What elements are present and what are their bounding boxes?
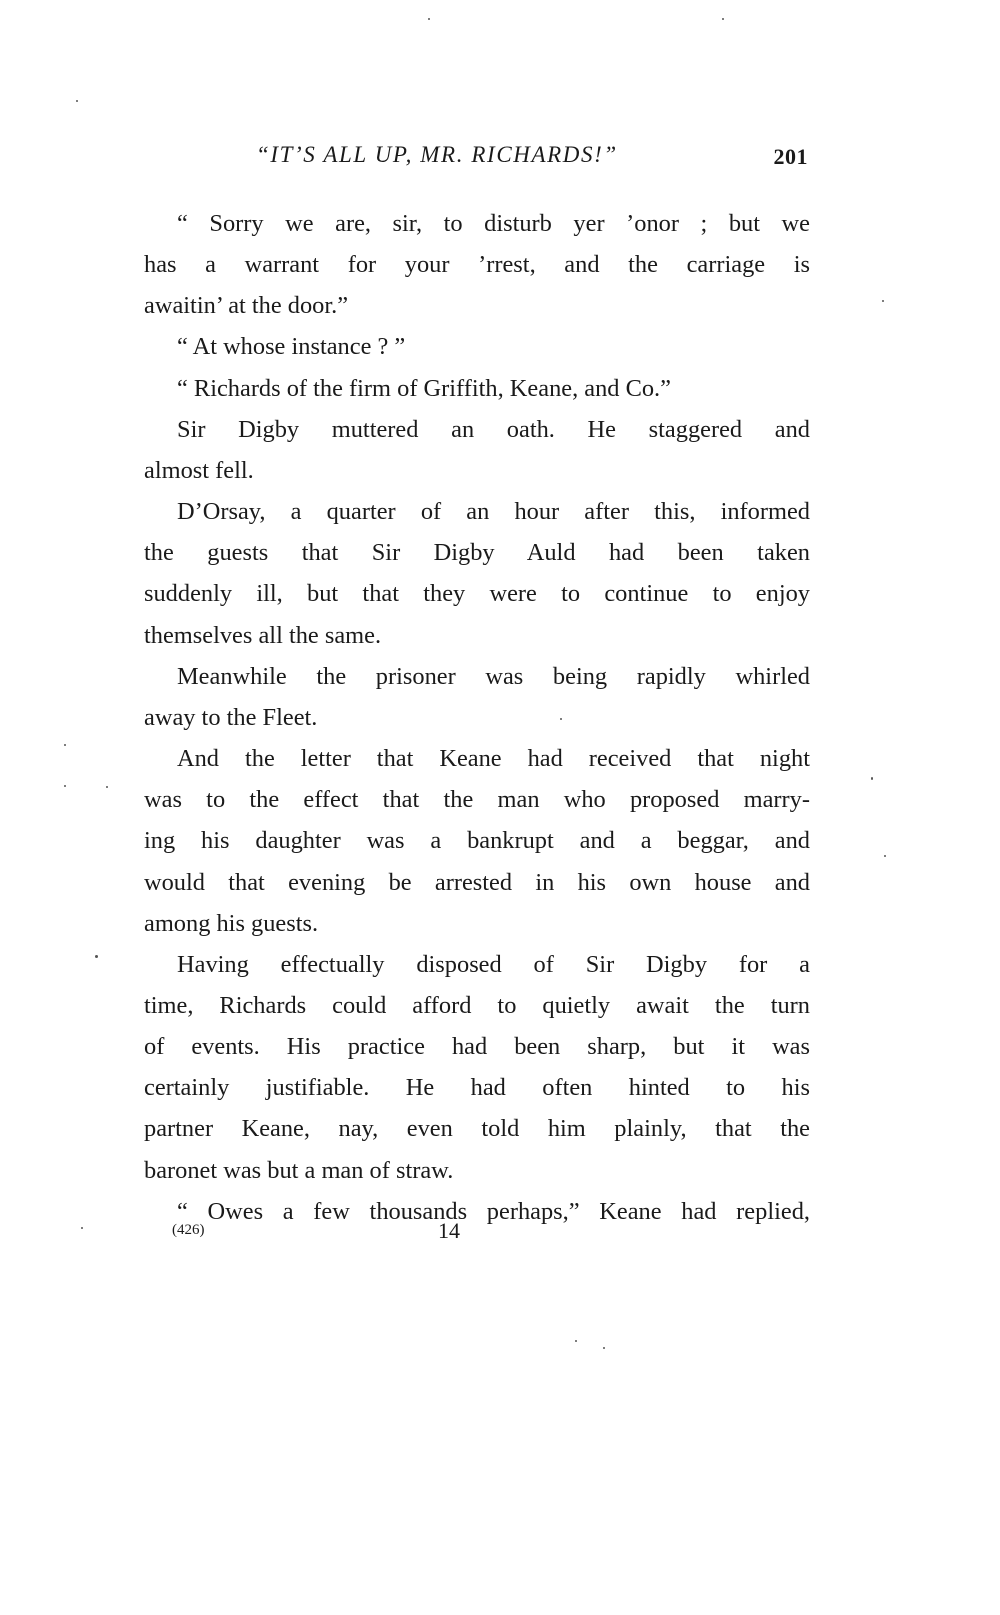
scan-speck bbox=[81, 1227, 83, 1229]
text-line: awaitin’ at the door.” bbox=[144, 292, 349, 320]
paragraph bbox=[144, 203, 810, 326]
text-line: time, Richards could afford to quietly await the turn bbox=[144, 991, 810, 1019]
scan-speck bbox=[560, 718, 562, 720]
paragraph bbox=[144, 368, 810, 409]
paragraph bbox=[144, 738, 810, 944]
scan-speck bbox=[575, 1340, 577, 1342]
scan-speck bbox=[95, 955, 98, 958]
scan-speck bbox=[64, 744, 66, 746]
text-line: And the letter that Keane had received that night bbox=[177, 745, 810, 773]
running-title: “IT’S ALL UP, MR. RICHARDS!” bbox=[256, 142, 618, 167]
scan-speck bbox=[428, 18, 430, 20]
text-line: “ Sorry we are, sir, to disturb yer ’onor ; but we bbox=[177, 210, 810, 237]
text-line: “ Owes a few thousands perhaps,” Keane had replied, bbox=[177, 1197, 810, 1225]
text-line: “ Richards of the firm of Griffith, Keane, and Co.” bbox=[177, 374, 671, 402]
text-line: “ At whose instance ? ” bbox=[177, 333, 406, 361]
scan-speck bbox=[882, 300, 884, 302]
text-line: of events. His practice had been sharp, but it was bbox=[144, 1033, 810, 1061]
scan-speck bbox=[871, 777, 873, 780]
page-number: 201 bbox=[773, 144, 808, 169]
text-line: almost fell. bbox=[144, 456, 254, 484]
text-line: baronet was but a man of straw. bbox=[144, 1156, 454, 1184]
signature-number: 14 bbox=[438, 1218, 460, 1243]
scan-speck bbox=[722, 18, 724, 20]
text-line: would that evening be arrested in his own house and bbox=[144, 868, 810, 896]
text-line: Having effectually disposed of Sir Digby for a bbox=[177, 950, 810, 978]
scan-speck bbox=[76, 100, 78, 102]
page-footer bbox=[172, 1218, 572, 1248]
signature-mark: (426) bbox=[172, 1222, 205, 1238]
paragraph bbox=[144, 491, 810, 656]
paragraph bbox=[144, 656, 810, 738]
text-line: suddenly ill, but that they were to continue to enjoy bbox=[144, 580, 810, 608]
body-text bbox=[144, 203, 810, 1232]
scan-speck bbox=[884, 855, 886, 857]
text-line: the guests that Sir Digby Auld had been taken bbox=[144, 539, 810, 567]
scan-speck bbox=[603, 1347, 605, 1349]
text-line: away to the Fleet. bbox=[144, 703, 318, 731]
text-line: certainly justifiable. He had often hinted to his bbox=[144, 1074, 810, 1102]
scan-speck bbox=[64, 785, 66, 787]
text-line: was to the effect that the man who proposed marry- bbox=[144, 786, 810, 814]
text-line: partner Keane, nay, even told him plainly, that the bbox=[144, 1115, 810, 1143]
text-line: has a warrant for your ’rrest, and the carriage is bbox=[144, 251, 810, 279]
paragraph bbox=[144, 409, 810, 491]
paragraph bbox=[144, 326, 810, 367]
text-line: among his guests. bbox=[144, 909, 319, 937]
text-line: themselves all the same. bbox=[144, 621, 382, 649]
running-head bbox=[140, 142, 808, 172]
text-line: ing his daughter was a bankrupt and a beggar, and bbox=[144, 827, 810, 855]
paragraph bbox=[144, 944, 810, 1191]
text-line: Meanwhile the prisoner was being rapidly whirled bbox=[177, 662, 810, 690]
scan-speck bbox=[106, 786, 108, 788]
text-line: D’Orsay, a quarter of an hour after this, informed bbox=[177, 498, 810, 526]
text-line: Sir Digby muttered an oath. He staggered and bbox=[177, 415, 810, 443]
